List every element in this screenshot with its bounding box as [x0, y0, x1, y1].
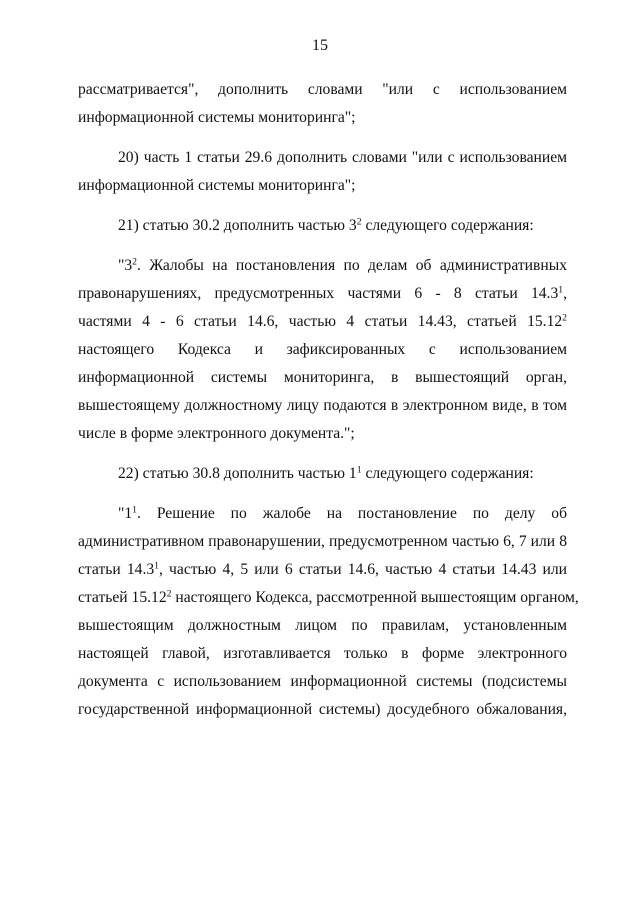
text-line: вышестоящим должностным лицом по правилам, установленным — [78, 617, 567, 634]
text-line: информационной системы мониторинга"; — [78, 109, 356, 126]
text-line: информационной системы мониторинга"; — [78, 177, 356, 194]
text-line: 21) статью 30.2 дополнить частью $3^2$ следующего содержания: — [118, 216, 534, 234]
text-line: статьей 15.12$^2$ настоящего Кодекса, рассмотренной вышестоящим органом, — [78, 588, 579, 606]
superscript: 1 — [558, 284, 564, 296]
text-line: рассматривается", дополнить словами "или с использованием — [78, 81, 567, 98]
superscript: 2 — [132, 256, 137, 268]
quoted-amendment-30-8 — [78, 500, 579, 724]
paragraph-item-21 — [78, 212, 567, 240]
superscript: 1 — [154, 560, 159, 572]
quoted-amendment-30-2 — [78, 252, 567, 448]
superscript: 2 — [562, 312, 567, 324]
text-line: документа с использованием информационной системы (подсистемы — [78, 673, 567, 690]
text-line: правонарушениях, предусмотренных частями 6 - 8 статьи 14.3$^1$, — [78, 284, 567, 302]
superscript: 1 — [356, 464, 362, 476]
text-line: "$3^2$. Жалобы на постановления по делам об административных — [118, 256, 567, 274]
text-line: настоящей главой, изготавливается только в форме электронного — [78, 645, 567, 662]
superscript: 2 — [356, 216, 362, 228]
document-body — [78, 76, 579, 724]
text-line: информационной системы мониторинга, в вышестоящий орган, — [78, 369, 567, 386]
paragraph-continuation — [78, 76, 567, 132]
text-line: 22) статью 30.8 дополнить частью $1^1$ следующего содержания: — [118, 464, 534, 482]
text-line: вышестоящему должностному лицу подаются в электронном виде, в том — [78, 397, 567, 414]
superscript: 2 — [166, 588, 172, 600]
superscript: 1 — [132, 504, 137, 516]
page-number: 15 — [312, 37, 328, 54]
text-line: числе в форме электронного документа."; — [78, 425, 355, 442]
text-line: государственной информационной системы) досудебного обжалования, — [78, 701, 567, 718]
paragraph-item-20 — [78, 144, 567, 200]
text-line: административном правонарушении, предусмотренном частью 6, 7 или 8 — [78, 533, 567, 550]
text-line: частями 4 - 6 статьи 14.6, частью 4 статьи 14.43, статьей 15.12$^2$ — [78, 312, 567, 330]
text-line: 20) часть 1 статьи 29.6 дополнить словами "или с использованием — [118, 149, 567, 166]
text-line: настоящего Кодекса и зафиксированных с использованием — [78, 341, 567, 358]
text-line: "$1^1$. Решение по жалобе на постановление по делу об — [118, 504, 567, 522]
text-line: статьи 14.3$^1$, частью 4, 5 или 6 статьи 14.6, частью 4 статьи 14.43 или — [78, 560, 568, 578]
paragraph-item-22 — [78, 460, 567, 488]
